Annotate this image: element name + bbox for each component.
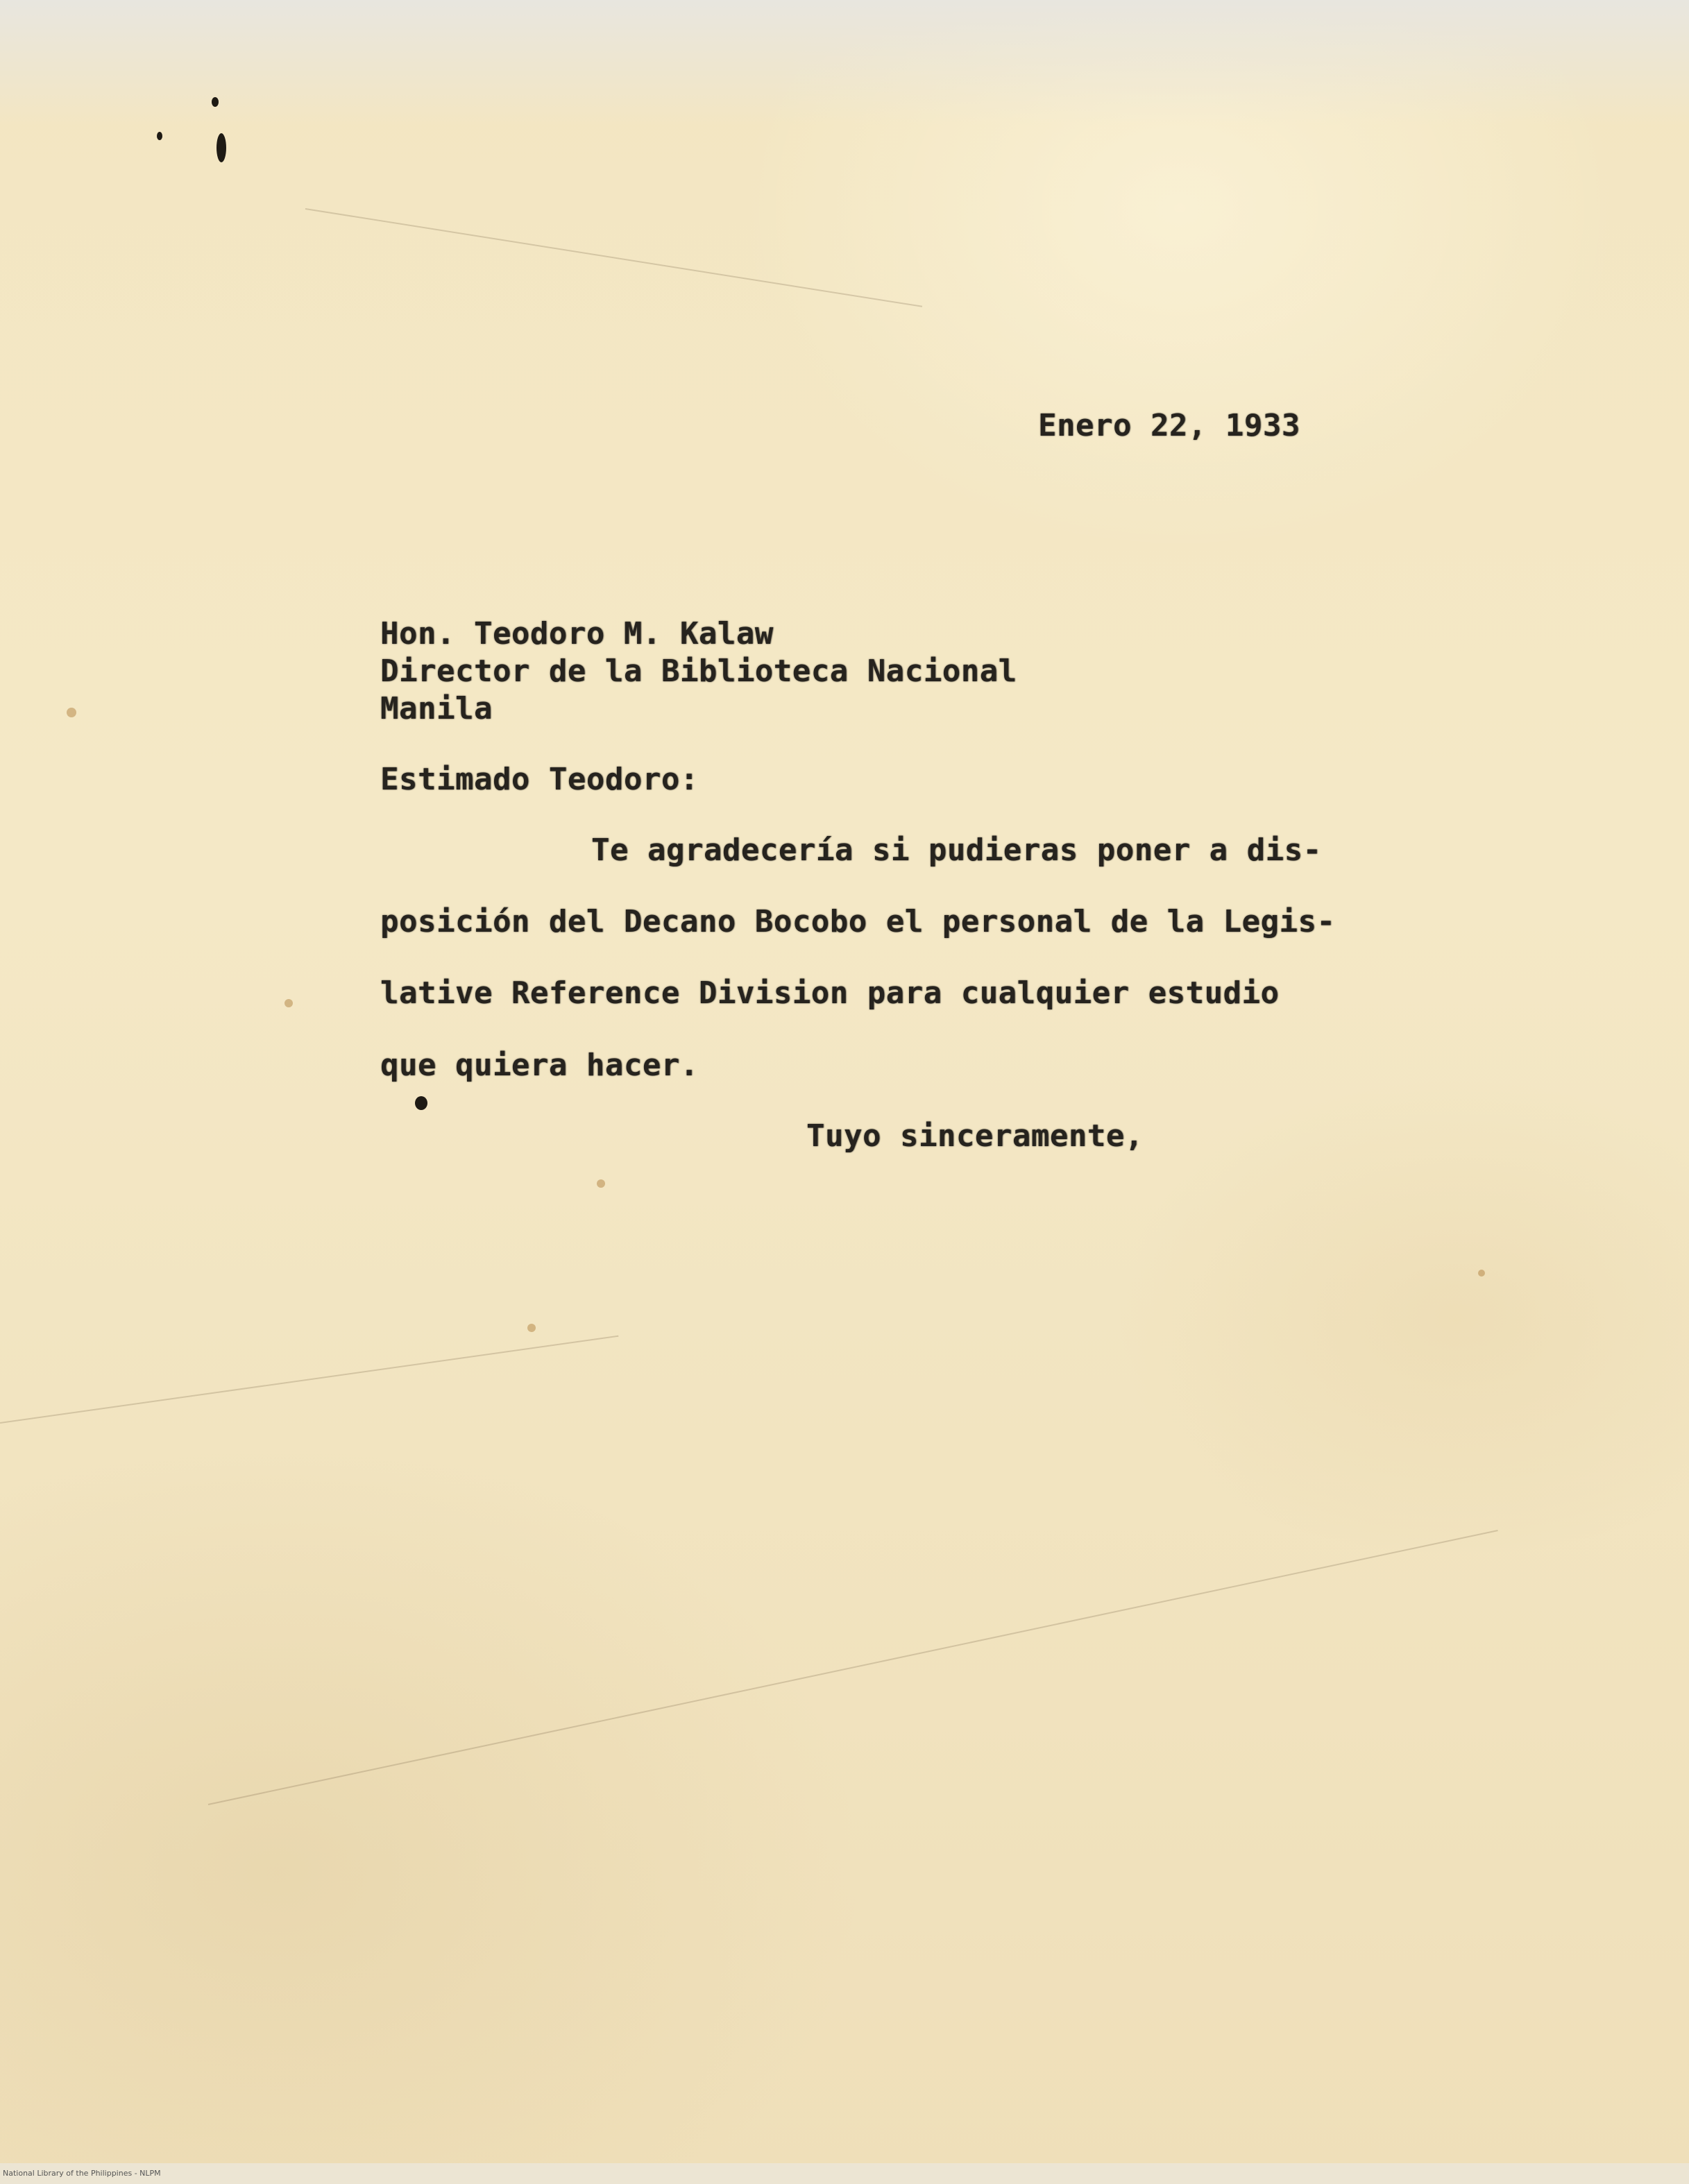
ink-blot (415, 1096, 427, 1110)
salutation: Estimado Teodoro: (380, 762, 699, 797)
foxing-spot (285, 999, 293, 1007)
body-line: que quiera hacer. (380, 1048, 699, 1083)
foxing-spot (597, 1179, 605, 1188)
footer-text: National Library of the Philippines - NLPM (3, 2169, 161, 2178)
foxing-spot (67, 708, 76, 717)
body-line: posición del Decano Bocobo el personal de la Legis- (380, 904, 1336, 939)
paper-crease (305, 208, 922, 307)
paper-crease (0, 1336, 618, 1424)
ink-blot (157, 132, 162, 140)
foxing-spot (1478, 1270, 1485, 1277)
scan-footer-strip (0, 2163, 1689, 2184)
paper-crease (208, 1530, 1498, 1805)
ink-blot (212, 97, 219, 107)
body-line: lative Reference Division para cualquier estudio (380, 975, 1280, 1011)
recipient-name: Hon. Teodoro M. Kalaw (380, 616, 774, 651)
recipient-title: Director de la Biblioteca Nacional (380, 654, 1017, 689)
paper-top-edge (0, 0, 1689, 125)
foxing-spot (527, 1324, 536, 1332)
body-line: Te agradecería si pudieras poner a dis- (591, 833, 1322, 868)
recipient-city: Manila (380, 691, 493, 726)
closing: Tuyo sinceramente, (806, 1118, 1144, 1154)
letter-date: Enero 22, 1933 (1038, 408, 1300, 443)
ink-blot (217, 133, 226, 162)
